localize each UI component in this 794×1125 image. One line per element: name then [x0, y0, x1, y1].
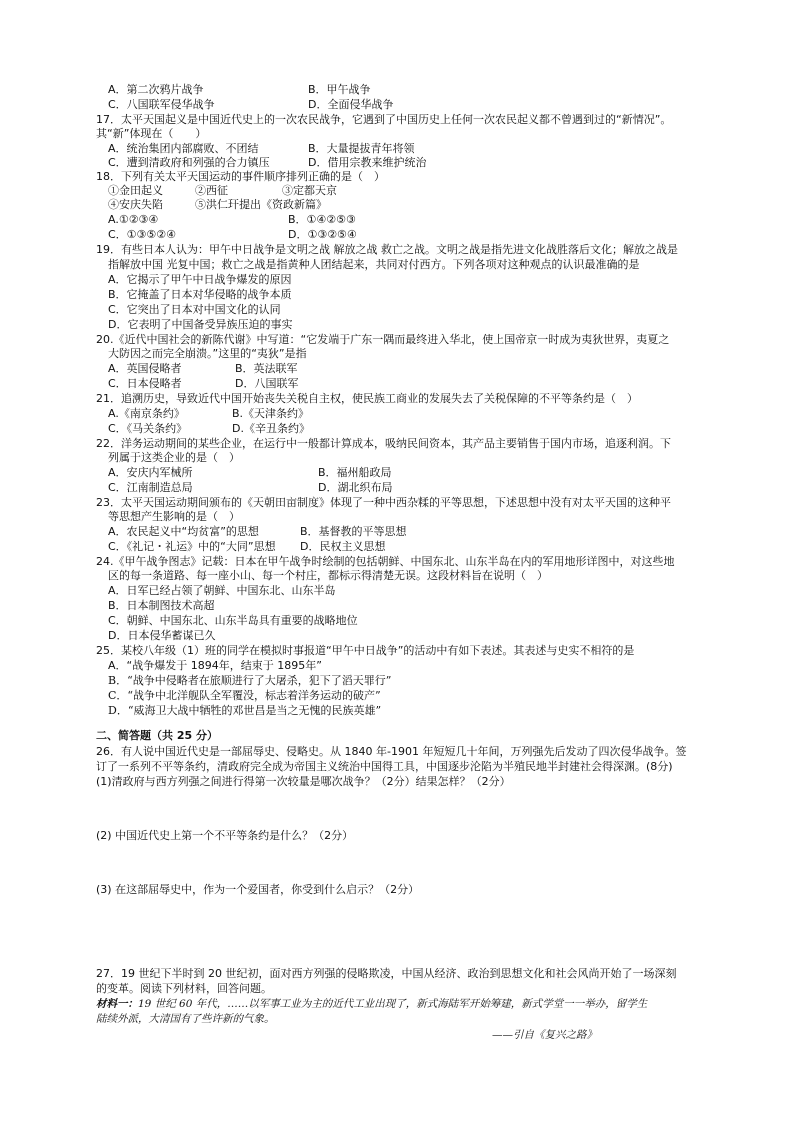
q21-option-b: B.《天津条约》	[232, 407, 310, 420]
q19-option-c: C．它突出了日本对中国文化的认同	[108, 303, 281, 316]
q17-option-a: A．统治集团内部腐败、不团结	[108, 142, 259, 155]
q21-option-d: D.《辛丑条约》	[232, 422, 310, 435]
q24-stem-line1: 24.《甲午战争图志》记载：日本在甲午战争时绘制的包括朝鲜、中国东北、山东半岛在内的军用地形详图中，对这些地	[96, 555, 675, 568]
q16-option-c: C．八国联军侵华战争	[108, 98, 215, 111]
q24-stem-line2: 区的每一条道路、每一座小山、每一个村庄，都标示得清楚无误。这段材料旨在说明（ ）	[108, 569, 548, 582]
q27-stem-line2: 的变革。阅读下列材料，回答问题。	[96, 982, 272, 995]
q23-stem-line2: 等思想产生影响的是（ ）	[108, 510, 240, 523]
q27-material-1-line2: 陆续外派，大清国有了些许新的气象。	[96, 1013, 275, 1025]
q20-option-a: A．英国侵略者	[108, 362, 182, 375]
q20-option-b: B．英法联军	[235, 362, 298, 375]
q22-option-b: B．福州船政局	[318, 466, 392, 479]
q18-option-a: A.①②③④	[108, 213, 159, 226]
q27-material-label: 材料一：	[96, 998, 138, 1010]
q26-stem-line1: 26．有人说中国近代史是一部屈辱史、侵略史。从 1840 年-1901 年短短几十年间，万列强先后发动了四次侵华战争。签	[96, 745, 687, 758]
q18-option-d: D．①③②⑤④	[288, 228, 357, 241]
q24-option-c: C．朝鲜、中国东北、山东半岛具有重要的战略地位	[108, 614, 358, 627]
q20-option-c: C．日本侵略者	[108, 377, 182, 390]
q22-stem-line2: 列属于这类企业的是（ ）	[108, 451, 240, 464]
q16-option-d: D．全面侵华战争	[308, 98, 394, 111]
q17-option-c: C．遭到清政府和列强的合力镇压	[108, 156, 270, 169]
q22-stem-line1: 22．洋务运动期间的某些企业，在运行中一般都计算成本，吸纳民间资本，其产品主要销售于国内市场，追逐利润。下	[96, 437, 671, 450]
q23-option-d: D．民权主义思想	[300, 540, 386, 553]
q16-option-b: B．甲午战争	[308, 83, 371, 96]
q18-event-5: ⑤洪仁玕提出《资政新篇》	[195, 198, 327, 211]
q20-stem-line2: 大防因之而完全崩溃。”这里的“夷狄”是指	[108, 347, 307, 360]
q21-option-c: C．《马关条约》	[108, 422, 188, 435]
q23-option-b: B．基督教的平等思想	[300, 525, 407, 538]
q17-option-d: D．借用宗教来维护统治	[308, 156, 427, 169]
q26-subquestion-2: (2) 中国近代史上第一个不平等条约是什么？（2分）	[96, 829, 354, 842]
q24-option-b: B．日本制图技术高超	[108, 599, 215, 612]
q19-stem-line1: 19．有些日本人认为：甲午中日战争是文明之战 解放之战 救亡之战。文明之战是指先进文化战胜落后文化；解放之战是	[96, 243, 678, 256]
q18-option-b: B．①④②⑤③	[288, 213, 356, 226]
q24-option-d: D．日本侵华蓄谋已久	[108, 629, 216, 642]
q18-event-1: ①金田起义	[108, 184, 163, 197]
q26-stem-line2: 订了一系列不平等条约，清政府完全成为帝国主义统治中国得工具，中国逐步沦陷为半殖民地半封建社会得深渊。(8分)	[96, 760, 673, 773]
q23-option-a: A．农民起义中“均贫富”的思想	[108, 525, 259, 538]
q25-option-b: B．“战争中侵略者在旅顺进行了大屠杀，犯下了滔天罪行”	[108, 674, 392, 687]
q27-material-source: ——引自《复兴之路》	[492, 1029, 597, 1041]
q25-stem: 25．某校八年级（1）班的同学在模拟时事报道“甲午中日战争”的活动中有如下表述。其表述与史实不相符的是	[96, 644, 635, 657]
q27-stem-line1: 27．19 世纪下半时到 20 世纪初，面对西方列强的侵略欺凌，中国从经济、政治到思想文化和社会风尚开始了一场深刻	[96, 967, 677, 980]
q21-stem: 21．追溯历史，导致近代中国开始丧失关税自主权，使民族工商业的发展失去了关税保障的不平等条约是（ ）	[96, 392, 638, 405]
q17-stem-line1: 17．太平天国起义是中国近代史上的一次农民战争，它遇到了中国历史上任何一次农民起义都不曾遇到过的“新情况”。	[96, 113, 672, 126]
q19-stem-line2: 指解放中国 光复中国；救亡之战是指黄种人团结起来，共同对付西方。下列各项对这种观点的认识最准确的是	[108, 258, 640, 271]
q24-option-a: A．日军已经占领了朝鲜、中国东北、山东半岛	[108, 584, 336, 597]
q25-option-c: C．“战争中北洋舰队全军覆没，标志着洋务运动的破产”	[108, 689, 381, 702]
q26-subquestion-1: (1)清政府与西方列强之间进行得第一次较量是哪次战争？（2分）结果怎样？（2分）	[96, 775, 511, 788]
q27-material-text1: 19 世纪 60 年代，……以军事工业为主的近代工业出现了，新式海陆军开始筹建，新式学堂一一举办，留学生	[138, 998, 648, 1010]
q21-option-a: A.《南京条约》	[108, 407, 185, 420]
q23-stem-line1: 23．太平天国运动期间颁布的《天朝田亩制度》体现了一种中西杂糅的平等思想，下述思想中没有对太平天国的这种平	[96, 496, 671, 509]
q20-stem-line1: 20.《近代中国社会的新陈代谢》中写道：“它发端于广东一隅而最终进入华北，使上国帝京一时成为夷狄世界，夷夏之	[96, 333, 670, 346]
q23-option-c: C．《礼记・礼运》中的“大同”思想	[108, 540, 276, 553]
q18-event-3: ③定都天京	[282, 184, 337, 197]
q22-option-d: D．湖北织布局	[318, 481, 393, 494]
q18-event-4: ④安庆失陷	[108, 198, 163, 211]
q17-option-b: B．大量提拔青年将领	[308, 142, 415, 155]
q19-option-b: B．它掩盖了日本对华侵略的战争本质	[108, 288, 292, 301]
q18-stem: 18．下列有关太平天国运动的事件顺序排列正确的是（ ）	[96, 170, 385, 183]
q18-event-2: ②西征	[195, 184, 228, 197]
q18-option-c: C．①③⑤②④	[108, 228, 176, 241]
q16-option-a: A．第二次鸦片战争	[108, 83, 204, 96]
section-2-title: 二、简答题（共 25 分）	[96, 729, 218, 742]
q25-option-a: A．“战争爆发于 1894年，结束于 1895年”	[108, 659, 322, 672]
q22-option-c: C．江南制造总局	[108, 481, 193, 494]
q22-option-a: A．安庆内军械所	[108, 466, 193, 479]
q19-option-d: D．它表明了中国备受异族压迫的事实	[108, 318, 293, 331]
q25-option-d: D．“威海卫大战中牺牲的邓世昌是当之无愧的民族英雄”	[108, 704, 382, 717]
q17-stem-line2: 其“新”体现在（ ）	[96, 127, 207, 140]
q26-subquestion-3: (3) 在这部屈辱史中，作为一个爱国者，你受到什么启示？（2分）	[96, 883, 420, 896]
q20-option-d: D．八国联军	[235, 377, 299, 390]
q27-material-1-line1	[96, 997, 647, 1011]
q19-option-a: A．它揭示了甲午中日战争爆发的原因	[108, 273, 292, 286]
